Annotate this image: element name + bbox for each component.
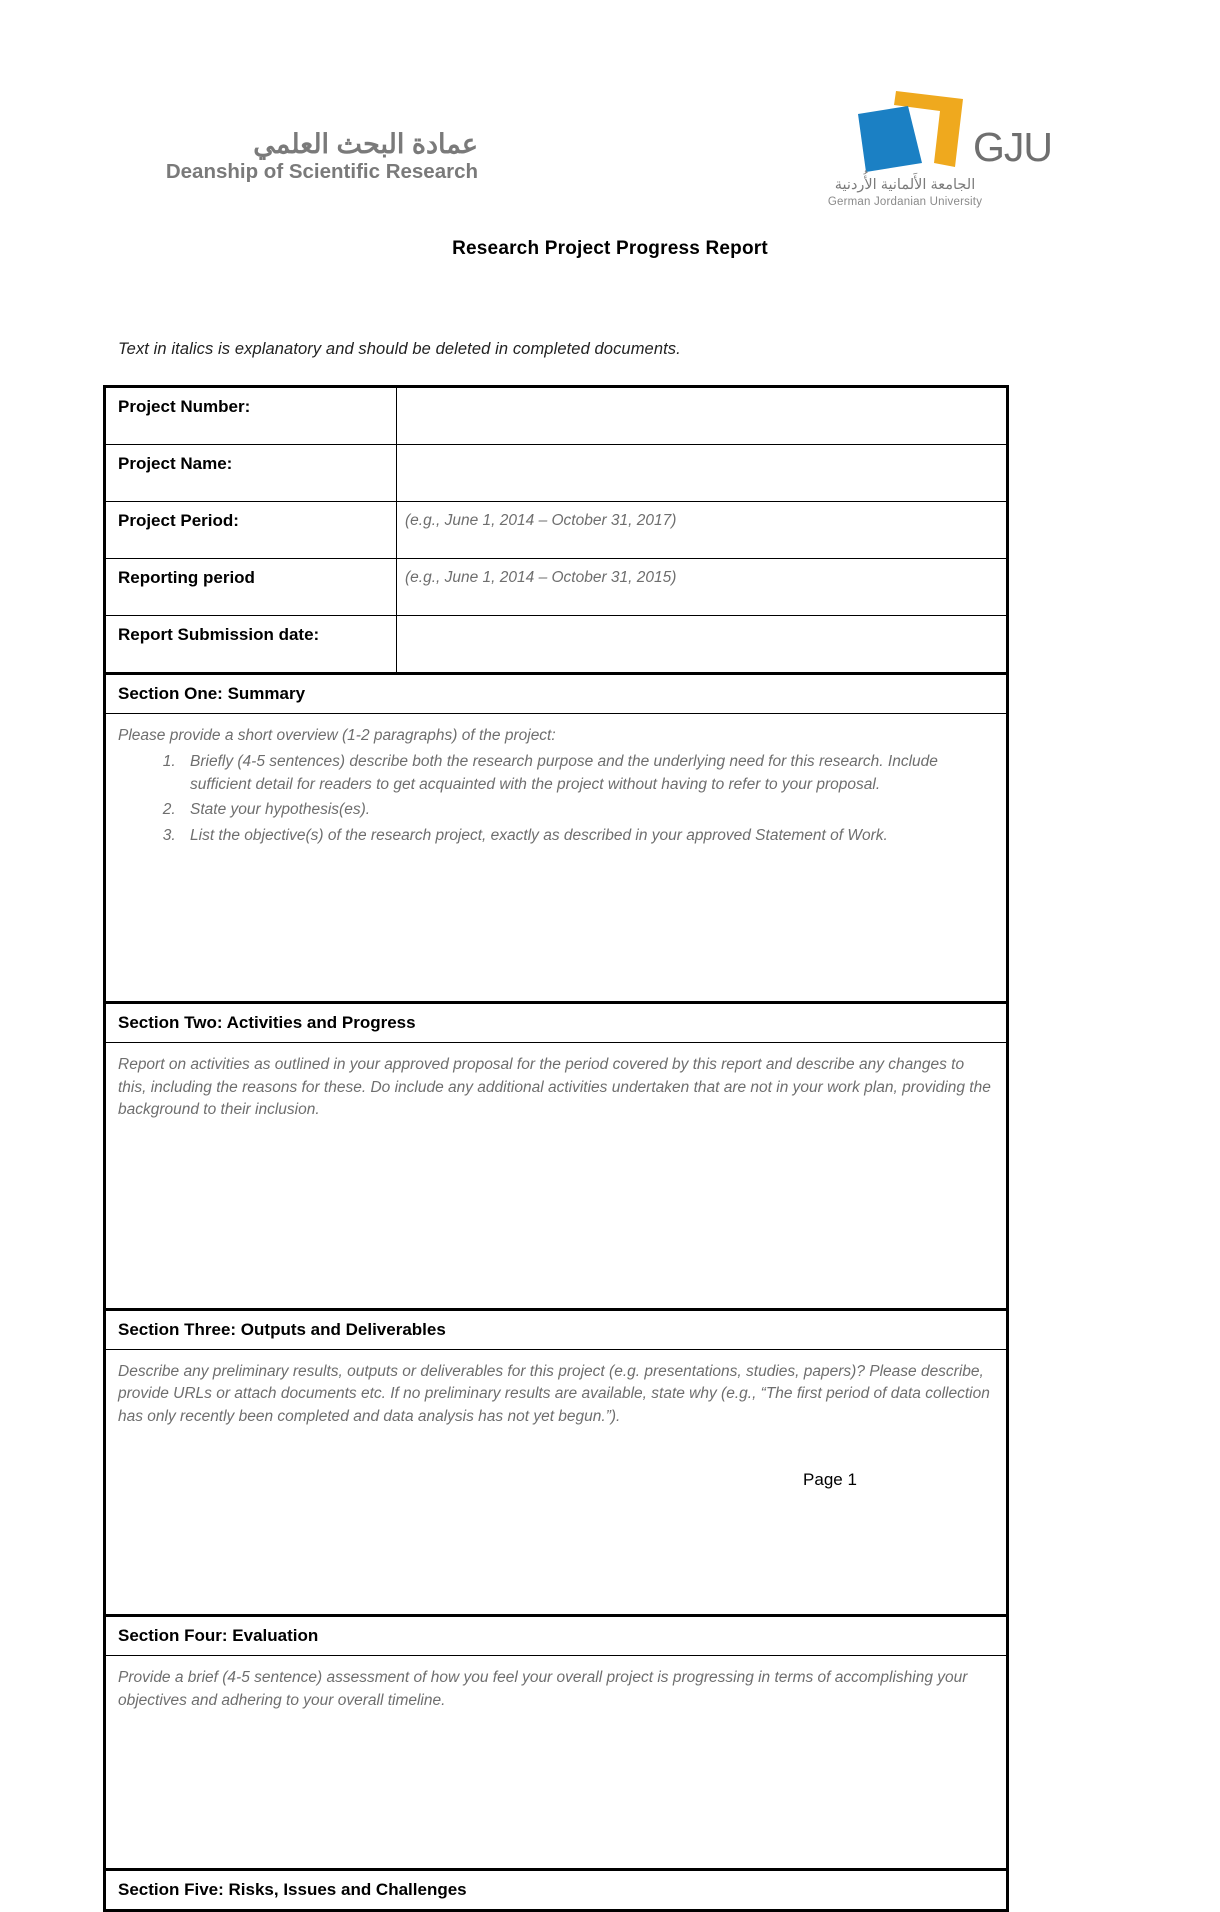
table-row [105, 502, 1008, 559]
section-three-blank-space[interactable] [118, 1428, 992, 1603]
field-label-project-period: Project Period: [105, 502, 397, 559]
section-body-row [105, 714, 1008, 1003]
gju-logo [775, 85, 1052, 220]
gju-emblem-icon [850, 89, 968, 181]
field-value-reporting-period[interactable]: (e.g., June 1, 2014 – October 31, 2015) [397, 559, 1008, 616]
section-body-four[interactable] [105, 1656, 1008, 1870]
report-form-table [103, 385, 1009, 1912]
field-label-project-name: Project Name: [105, 445, 397, 502]
italic-instruction-note: Text in italics is explanatory and should be deleted in completed documents. [118, 340, 681, 358]
field-value-project-number[interactable] [397, 387, 1008, 445]
field-value-project-period[interactable]: (e.g., June 1, 2014 – October 31, 2017) [397, 502, 1008, 559]
field-label-reporting-period: Reporting period [105, 559, 397, 616]
table-row [105, 387, 1008, 445]
section-heading-row [105, 1003, 1008, 1043]
section-body-row [105, 1043, 1008, 1309]
table-row [105, 616, 1008, 674]
section-body-one[interactable] [105, 714, 1008, 1003]
section-four-text: Provide a brief (4-5 sentence) assessment of how you feel your overall project is progressing in terms of accomplishing your objectives and adhering to your overall timeline. [118, 1669, 968, 1709]
section-body-two[interactable] [105, 1043, 1008, 1309]
deanship-logo [133, 130, 478, 185]
section-two-blank-space[interactable] [118, 1122, 992, 1297]
gju-english-name: German Jordanian University [827, 196, 983, 208]
field-value-project-name[interactable] [397, 445, 1008, 502]
table-row [105, 559, 1008, 616]
section-heading-row [105, 674, 1008, 714]
list-item: 3. List the objective(s) of the research project, exactly as described in your approved Statement of Work. [180, 825, 992, 847]
section-four-blank-space[interactable] [118, 1712, 992, 1857]
section-one-blank-space[interactable] [118, 850, 992, 990]
section-heading-five: Section Five: Risks, Issues and Challenges [105, 1870, 1008, 1911]
section-heading-four: Section Four: Evaluation [105, 1616, 1008, 1656]
list-item: 2. State your hypothesis(es). [180, 799, 992, 821]
section-heading-two: Section Two: Activities and Progress [105, 1003, 1008, 1043]
list-item: 1. Briefly (4-5 sentences) describe both the research purpose and the underlying need for this research. Include sufficient detail for readers to get acquainted with the project without having to refer to your proposal. [180, 751, 992, 796]
deanship-arabic-title: عمادة البحث العلمي [253, 129, 478, 159]
field-label-project-number: Project Number: [105, 387, 397, 445]
page-header [0, 85, 1220, 220]
field-value-report-submission-date[interactable] [397, 616, 1008, 674]
section-heading-row [105, 1870, 1008, 1911]
section-heading-three: Section Three: Outputs and Deliverables [105, 1309, 1008, 1349]
page-footer: Page 1 [803, 1470, 857, 1489]
section-heading-row [105, 1309, 1008, 1349]
gju-letters: GJU [973, 124, 1052, 170]
field-label-report-submission-date: Report Submission date: [105, 616, 397, 674]
section-three-text: Describe any preliminary results, outputs or deliverables for this project (e.g. presentations, studies, papers)? Please describe, provide URLs or attach documents etc. If no preliminary results are available, state why (e.g., “The first period of data collection has only recently been completed and data analysis has not yet begun.”). [118, 1362, 990, 1425]
section-heading-one: Section One: Summary [105, 674, 1008, 714]
section-heading-row [105, 1616, 1008, 1656]
gju-arabic-name: الجامعة الأَلمانية الأُردنية [834, 177, 976, 193]
table-row [105, 445, 1008, 502]
section-one-list [118, 751, 992, 847]
section-one-intro: Please provide a short overview (1-2 paragraphs) of the project: [118, 727, 556, 744]
section-two-text: Report on activities as outlined in your approved proposal for the period covered by this report and describe any changes to this, including the reasons for these. Do include any additional activities undertaken that are not in your work plan, providing the background to their inclusion. [118, 1056, 991, 1119]
page-title: Research Project Progress Report [452, 238, 768, 259]
deanship-english-title: Deanship of Scientific Research [165, 160, 478, 184]
section-body-row [105, 1656, 1008, 1870]
